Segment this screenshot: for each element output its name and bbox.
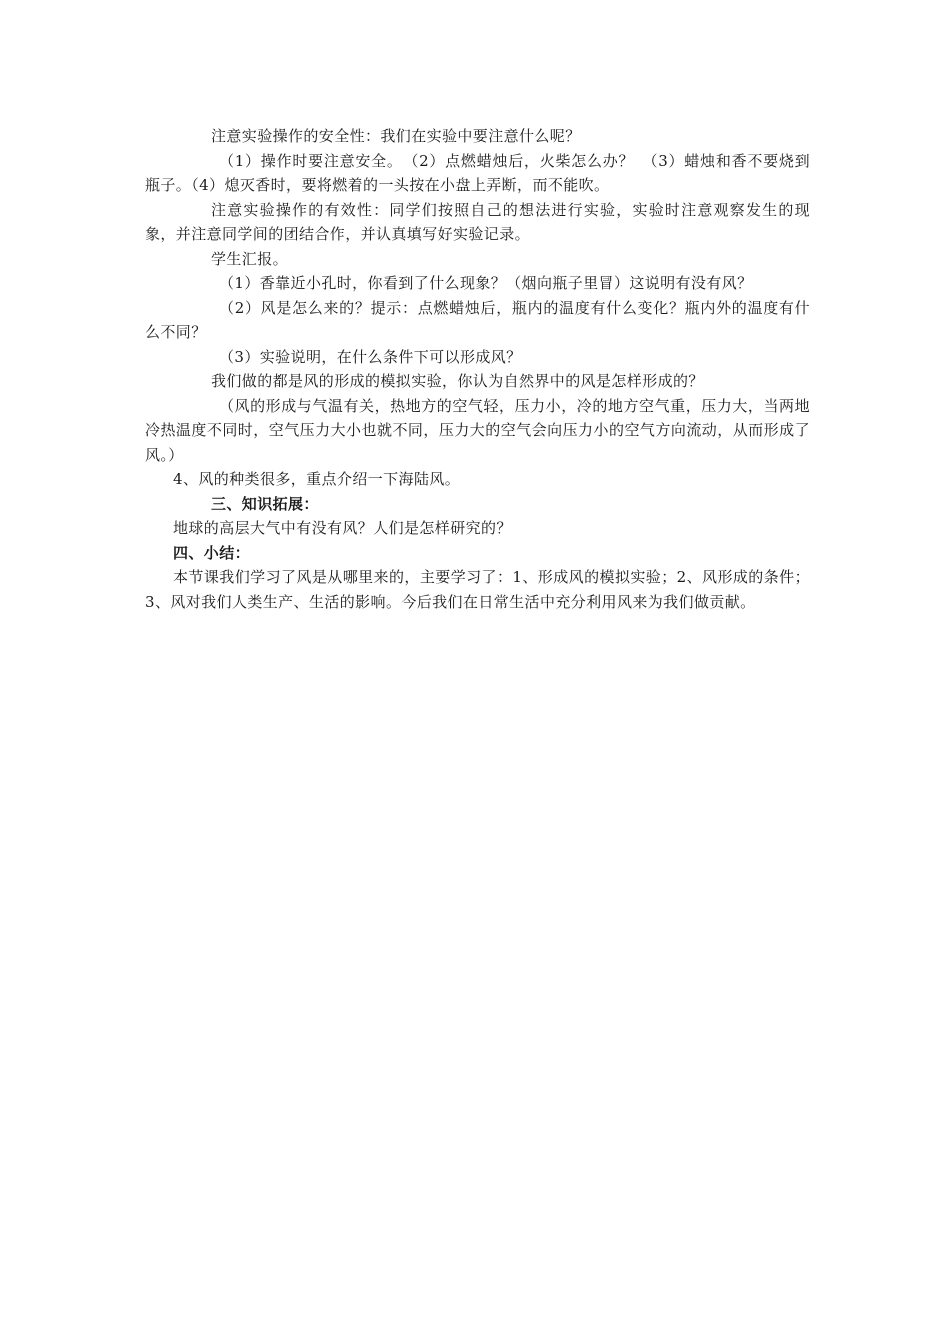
paragraph-simulation: 我们做的都是风的形成的模拟实验，你认为自然界中的风是怎样形成的？ bbox=[211, 372, 704, 390]
paragraph-safety: 注意实验操作的安全性：我们在实验中要注意什么呢？ bbox=[211, 127, 581, 145]
paragraph-wind-types: 4、风的种类很多，重点介绍一下海陆风。 bbox=[173, 470, 461, 488]
paragraph-question-2: （2）风是怎么来的？提示：点燃蜡烛后，瓶内的温度有什么变化？瓶内外的温度有什么不同？ bbox=[145, 298, 810, 341]
paragraph-wind-formation: （风的形成与气温有关，热地方的空气轻，压力小，冷的地方空气重，压力大，当两地冷热温度不同时，空气压力大小也就不同，压力大的空气会向压力小的空气方向流动，从而形成了风。） bbox=[145, 396, 810, 464]
paragraph-upper-atmosphere: 地球的高层大气中有没有风？人们是怎样研究的？ bbox=[173, 519, 512, 537]
paragraph-student-report: 学生汇报。 bbox=[211, 249, 289, 268]
paragraph-question-3: （3）实验说明，在什么条件下可以形成风？ bbox=[219, 347, 522, 366]
paragraph-summary: 本节课我们学习了风是从哪里来的，主要学习了：1、形成风的模拟实验；2、风形成的条件；3、风对我们人类生产、生活的影响。今后我们在日常生活中充分利用风来为我们做贡献。 bbox=[145, 568, 810, 611]
heading-summary: 四、小结： bbox=[173, 543, 251, 562]
paragraph-effectiveness: 注意实验操作的有效性：同学们按照自己的想法进行实验，实验时注意观察发生的现象，并注意同学间的团结合作，并认真填写好实验记录。 bbox=[145, 200, 810, 243]
paragraph-question-1: （1）香靠近小孔时，你看到了什么现象？（烟向瓶子里冒）这说明有没有风？ bbox=[219, 274, 753, 292]
heading-knowledge-extension: 三、知识拓展： bbox=[211, 494, 319, 513]
paragraph-safety-items: （1）操作时要注意安全。 （2）点燃蜡烛后，火柴怎么办？ （3）蜡烛和香不要烧到瓶子。（4）熄灭香时，要将燃着的一头按在小盘上弄断，而不能吹。 bbox=[145, 151, 810, 194]
document-page bbox=[145, 124, 810, 614]
